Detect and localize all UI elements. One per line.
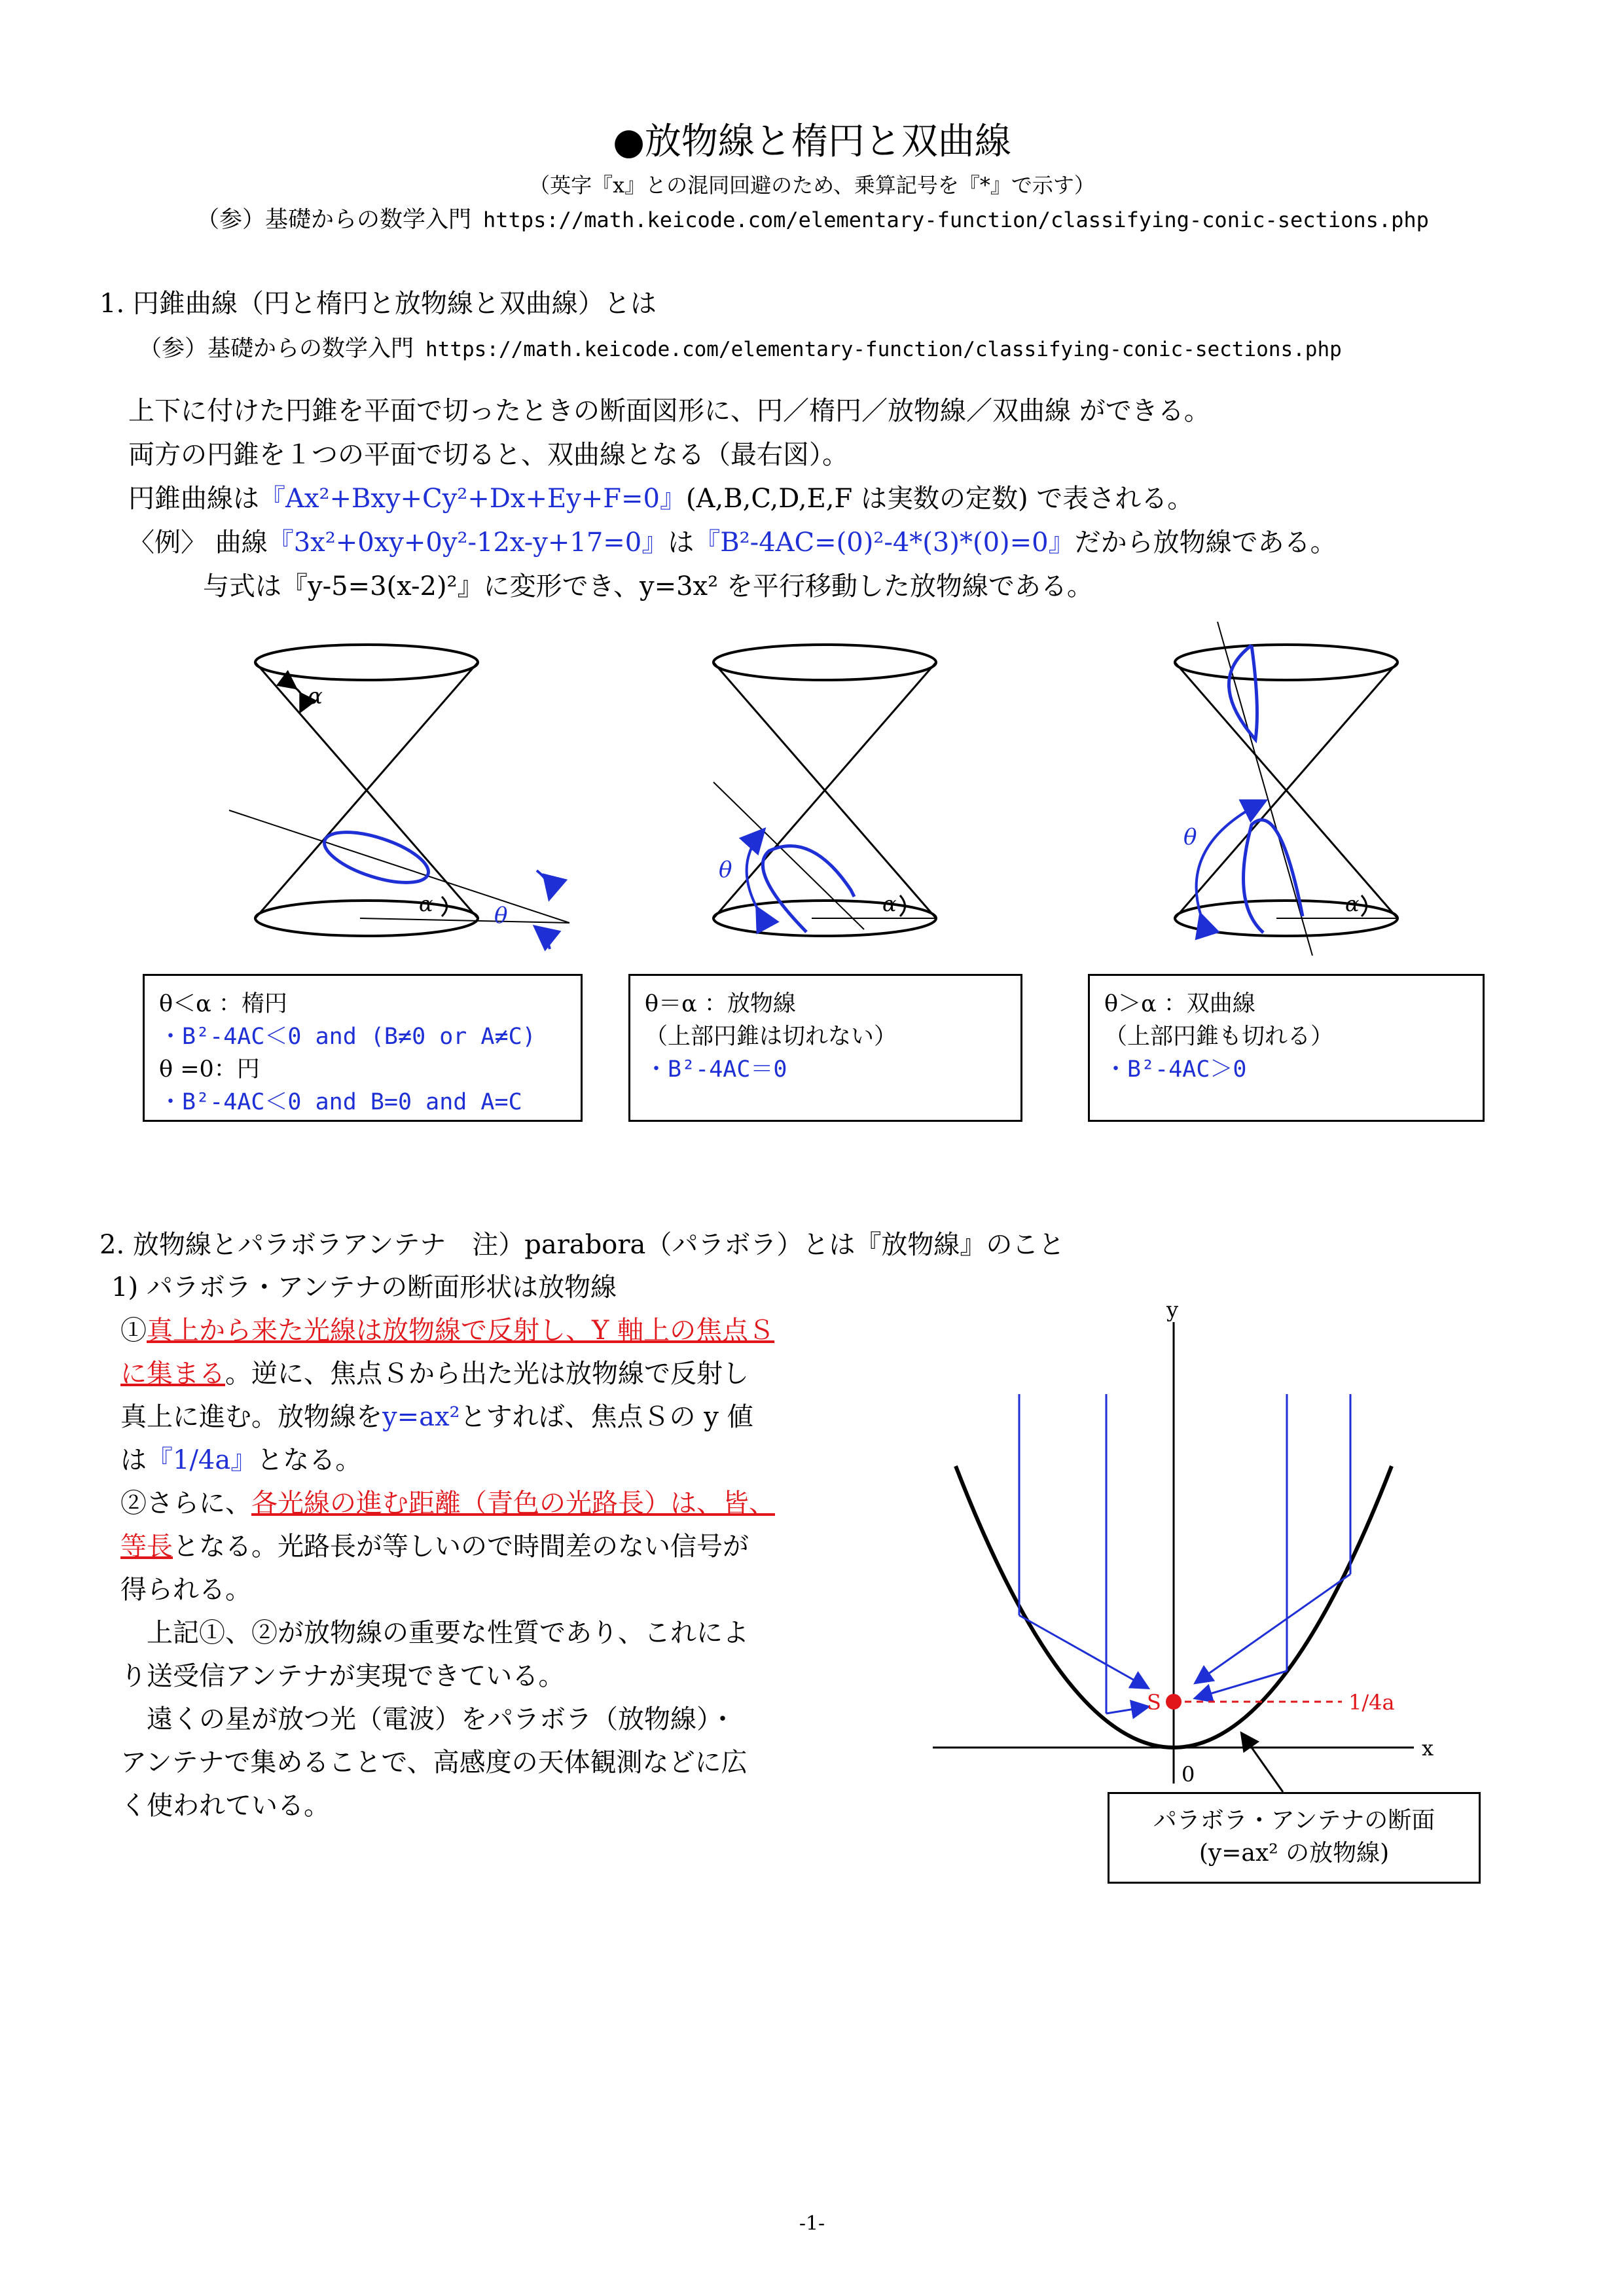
- text-line: 得られる。: [120, 1575, 251, 1605]
- x-axis-label: x: [1422, 1736, 1434, 1761]
- conic-sections-figure: [0, 615, 1624, 982]
- section2-subheading: 1) パラボラ・アンテナの断面形状は放物線: [111, 1272, 617, 1302]
- section1-paragraph-3: [128, 478, 1193, 515]
- text-line: 上記①、②が放物線の重要な性質であり、これによ: [147, 1618, 749, 1648]
- antenna-caption-box: [1108, 1792, 1481, 1884]
- parabola-condition-box: [628, 974, 1022, 1122]
- highlight-text: に集まる: [120, 1359, 225, 1389]
- parabolic-antenna-figure: [916, 1296, 1479, 1793]
- text-line: [120, 1309, 893, 1352]
- box-line: θ＜α ：楕円: [159, 991, 287, 1017]
- text: とすれば、焦点Ｓの y 値: [460, 1402, 753, 1432]
- alpha-label: α: [1345, 891, 1360, 916]
- text-line: [120, 1439, 893, 1482]
- multiplication-note: （英字『x』との混同回避のため、乗算記号を『*』で示す）: [529, 173, 1095, 198]
- hyperbola-condition-box: [1088, 974, 1485, 1122]
- text: だから放物線である。: [1074, 528, 1337, 558]
- reference-label: （参）基礎からの数学入門: [139, 336, 414, 362]
- text: となる。光路長が等しいので時間差のない信号が: [173, 1532, 749, 1562]
- section2-body: [120, 1309, 893, 1827]
- alpha-label: α: [308, 683, 323, 709]
- section1-reference: [139, 331, 1342, 363]
- parabola-equation: y=ax²: [382, 1402, 460, 1432]
- focus-label: S: [1147, 1690, 1161, 1715]
- circle-number: ①: [120, 1316, 147, 1346]
- text: となる。: [257, 1445, 362, 1475]
- text: は: [668, 528, 695, 558]
- theta-label: θ: [1183, 824, 1197, 850]
- text: 〈例〉 曲線: [128, 528, 268, 558]
- alpha-label: α: [419, 891, 433, 916]
- example-discriminant: 『B²-4AC=(0)²-4*(3)*(0)=0』: [694, 528, 1075, 558]
- text-line: く使われている。: [120, 1791, 330, 1821]
- header-reference: [196, 202, 1429, 234]
- text: 円錐曲線は: [128, 484, 259, 514]
- section1-example-transform: 与式は『y-5=3(x-2)²』に変形でき、y=3x² を平行移動した放物線である。: [203, 571, 1093, 601]
- box-line: ・B²-4AC＜0 and B=0 and A=C: [159, 1089, 522, 1115]
- section2-heading: 2. 放物線とパラボラアンテナ 注）parabora（パラボラ）とは『放物線』のこと: [99, 1230, 1065, 1260]
- text-line: 遠くの星が放つ光（電波）をパラボラ（放物線）・: [147, 1704, 736, 1734]
- box-line: （上部円錐は切れない）: [645, 1024, 897, 1050]
- y-axis-label: y: [1166, 1297, 1179, 1322]
- double-cone-parabola: [713, 645, 936, 936]
- theta-label: θ: [494, 903, 508, 929]
- text: (A,B,C,D,E,F は実数の定数) で表される。: [686, 484, 1194, 514]
- text-line: り送受信アンテナが実現できている。: [120, 1661, 565, 1691]
- ellipse-condition-box: [143, 974, 583, 1122]
- section1-heading: 1. 円錐曲線（円と楕円と放物線と双曲線）とは: [99, 289, 657, 319]
- box-line: ・B²-4AC＝0: [645, 1056, 787, 1083]
- section1-example: [128, 522, 1337, 559]
- highlight-text: 真上から来た光線は放物線で反射し、Y 軸上の焦点Ｓ: [147, 1316, 775, 1346]
- theta-label: θ: [719, 857, 732, 883]
- focus-value-label: 1/4a: [1348, 1690, 1395, 1715]
- text-line: [120, 1395, 893, 1439]
- alpha-label: α: [882, 891, 897, 916]
- page-number: -1-: [799, 2212, 825, 2235]
- example-equation: 『3x²+0xy+0y²-12x-y+17=0』: [267, 528, 668, 558]
- text: 。逆に、焦点Ｓから出た光は放物線で反射し: [225, 1359, 749, 1389]
- section1-paragraph-2: 両方の円錐を１つの平面で切ると、双曲線となる（最右図）。: [128, 440, 848, 470]
- text: 真上に進む。放物線を: [120, 1402, 382, 1432]
- section1-paragraph-1: 上下に付けた円錐を平面で切ったときの断面図形に、円／楕円／放物線／双曲線 ができる。: [128, 396, 1210, 426]
- highlight-text: 等長: [120, 1532, 173, 1562]
- general-conic-equation: 『Ax²+Bxy+Cy²+Dx+Ey+F=0』: [259, 484, 686, 514]
- text-line: アンテナで集めることで、高感度の天体観測などに広: [120, 1748, 748, 1778]
- origin-label: 0: [1182, 1762, 1195, 1787]
- double-cone-hyperbola: [1175, 622, 1398, 956]
- reference-label: （参）基礎からの数学入門: [196, 207, 472, 233]
- caption-line: パラボラ・アンテナの断面: [1153, 1807, 1435, 1834]
- text: は: [120, 1445, 147, 1475]
- reference-url[interactable]: https://math.keicode.com/elementary-function/classifying-conic-sections.php: [425, 338, 1342, 361]
- text-line: [120, 1525, 893, 1568]
- page-title: ●放物線と楕円と双曲線: [613, 120, 1011, 163]
- double-cone-ellipse: [229, 645, 569, 949]
- caption-line: (y=ax² の放物線): [1199, 1840, 1390, 1867]
- highlight-text: 各光線の進む距離（青色の光路長）は、皆、: [251, 1488, 775, 1518]
- light-rays: [1019, 1394, 1350, 1713]
- focus-point: [1166, 1694, 1182, 1710]
- box-line: θ =0：円: [159, 1056, 260, 1083]
- box-line: θ＞α ：双曲線: [1104, 991, 1255, 1017]
- box-line: ・B²-4AC＜0 and (B≠0 or A≠C): [159, 1024, 536, 1050]
- box-line: θ＝α ：放物線: [645, 991, 796, 1017]
- box-line: ・B²-4AC＞0: [1104, 1056, 1247, 1083]
- reference-url[interactable]: https://math.keicode.com/elementary-function/classifying-conic-sections.php: [483, 207, 1429, 232]
- text-line: [120, 1482, 893, 1525]
- text: ②さらに、: [120, 1488, 251, 1518]
- box-line: （上部円錐も切れる）: [1104, 1024, 1334, 1050]
- text-line: [120, 1352, 893, 1395]
- focus-value: 『1/4a』: [147, 1445, 257, 1475]
